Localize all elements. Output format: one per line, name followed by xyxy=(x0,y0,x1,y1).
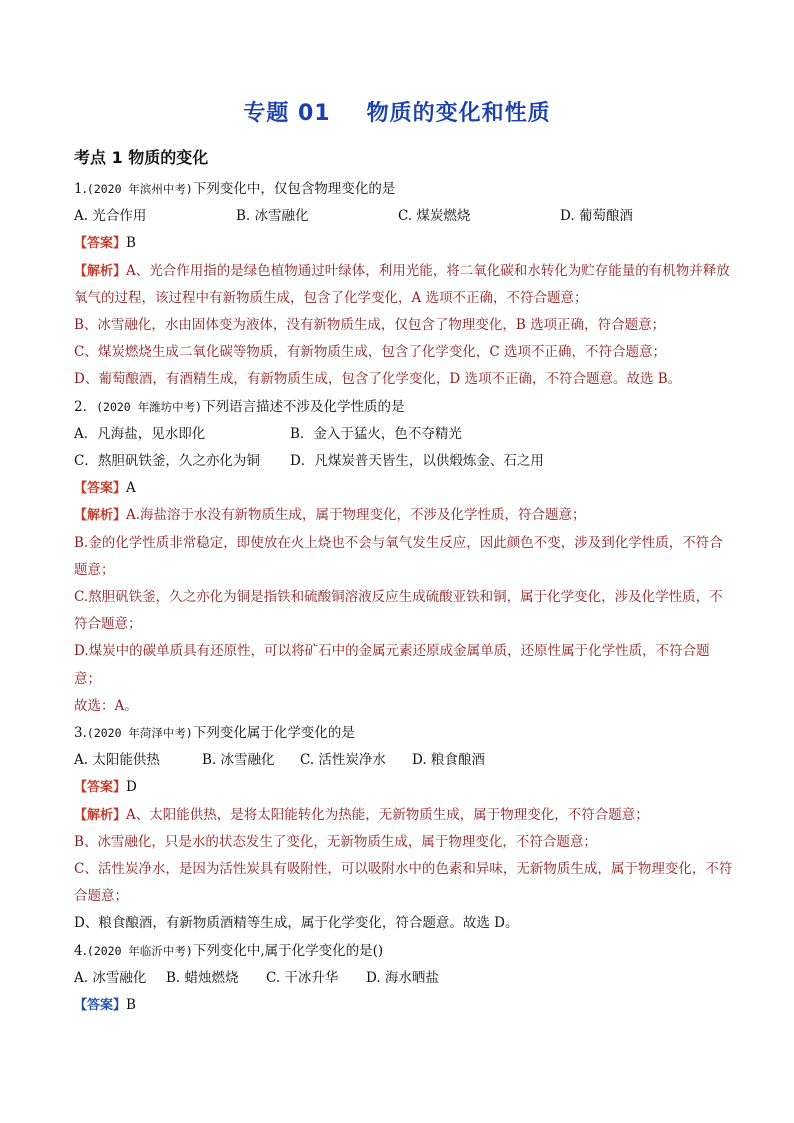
question-text: 下列变化属于化学变化的是 xyxy=(192,724,355,741)
question-2-answer xyxy=(74,475,734,502)
question-3-analysis xyxy=(74,802,734,938)
analysis-label: 【解析】 xyxy=(74,263,127,279)
answer-value: B xyxy=(126,996,136,1013)
option-d: D. 葡萄酿酒 xyxy=(560,208,633,225)
title-topic-number: 专题 01 xyxy=(243,101,331,126)
analysis-paragraph: B.金的化学性质非常稳定，即使放在火上烧也不会与氧气发生反应，因此颜色不变，涉及到化学性质，不符合题意； xyxy=(74,534,723,578)
answer-label: 【答案】 xyxy=(74,481,127,497)
analysis-paragraph: A.海盐溶于水没有新物质生成，属于物理变化，不涉及化学性质，符合题意； xyxy=(126,507,586,524)
question-1-answer xyxy=(74,230,734,257)
question-source: (2020 年滨州中考) xyxy=(86,182,193,196)
question-2-options-row-1 xyxy=(74,421,734,448)
analysis-paragraph: B、冰雪融化，水由固体变为液体，没有新物质生成，仅包含了物理变化，B 选项正确，符合题意； xyxy=(74,316,666,333)
option-a: A．凡海盐，见水即化 xyxy=(74,425,206,442)
answer-value: B xyxy=(126,235,136,252)
question-number: 2． xyxy=(74,398,97,415)
question-number: 1. xyxy=(74,181,87,197)
option-d: D．凡煤炭普天皆生，以供煅炼金、石之用 xyxy=(290,452,544,469)
question-2-stem xyxy=(74,394,734,421)
document-title xyxy=(0,96,794,127)
option-a: A. 光合作用 xyxy=(74,208,147,225)
option-b: B. 蜡烛燃烧 xyxy=(166,969,239,986)
question-4-answer xyxy=(74,992,734,1019)
option-d: D. 海水晒盐 xyxy=(366,969,439,986)
question-3-answer xyxy=(74,774,734,801)
option-d: D. 粮食酿酒 xyxy=(412,752,485,769)
option-b: B. 冰雪融化 xyxy=(202,752,275,769)
option-c: C. 煤炭燃烧 xyxy=(398,208,471,225)
analysis-paragraph: A、光合作用指的是绿色植物通过叶绿体，利用光能，将二氧化碳和水转化为贮存能量的有机物并释放氧气的过程，该过程中有新物质生成，包含了化学变化，A 选项不正确，不符合题意； xyxy=(74,262,730,306)
question-text: 下列变化中，仅包含物理变化的是 xyxy=(192,181,396,197)
analysis-paragraph: B、冰雪融化，只是水的状态发生了变化，无新物质生成，属于物理变化，不符合题意； xyxy=(74,833,597,850)
question-4-stem xyxy=(74,938,734,965)
answer-label: 【答案】 xyxy=(74,780,127,796)
option-b: B．金入于猛火，色不夺精光 xyxy=(290,425,462,442)
analysis-paragraph: D.煤炭中的碳单质具有还原性，可以将矿石中的金属元素还原成金属单质，还原性属于化学性质，不符合题意； xyxy=(74,643,710,687)
analysis-paragraph: C、活性炭净水，是因为活性炭具有吸附性，可以吸附水中的色素和异味，无新物质生成，属于物理变化，不符合题意； xyxy=(74,860,733,905)
analysis-paragraph: D、粮食酿酒，有新物质酒精等生成，属于化学变化，符合题意。故选 D。 xyxy=(74,915,519,932)
option-a: A. 冰雪融化 xyxy=(74,969,147,986)
analysis-paragraph: A、太阳能供热，是将太阳能转化为热能，无新物质生成，属于物理变化，不符合题意； xyxy=(126,806,649,823)
analysis-label: 【解析】 xyxy=(74,508,127,524)
question-source: (2020 年临沂中考) xyxy=(86,943,193,958)
option-b: B. 冰雪融化 xyxy=(236,208,309,225)
question-source: (2020 年潍坊中考) xyxy=(96,399,203,414)
question-3-options xyxy=(74,747,734,774)
analysis-paragraph: C.熬胆矾铁釜，久之亦化为铜是指铁和硫酸铜溶液反应生成硫酸亚铁和铜，属于化学变化，涉及化学性质，不符合题意； xyxy=(74,588,723,633)
answer-label: 【答案】 xyxy=(74,997,127,1013)
question-2-options-row-2 xyxy=(74,448,734,475)
answer-label: 【答案】 xyxy=(74,236,127,252)
question-number: 4. xyxy=(74,942,87,959)
question-3-stem xyxy=(74,720,734,747)
answer-value: D xyxy=(126,779,137,796)
question-number: 3. xyxy=(74,724,87,741)
option-c: C. 干冰升华 xyxy=(266,969,339,986)
option-a: A. 太阳能供热 xyxy=(74,752,160,769)
question-text: 下列变化中,属于化学变化的是() xyxy=(192,942,384,959)
analysis-paragraph: D、葡萄酿酒，有酒精生成，有新物质生成，包含了化学变化，D 选项不正确，不符合题意。故选 B。 xyxy=(74,371,682,388)
title-topic-name: 物质的变化和性质 xyxy=(366,101,551,126)
question-2-analysis xyxy=(74,502,734,720)
analysis-paragraph: C、煤炭燃烧生成二氧化碳等物质，有新物质生成，包含了化学变化，C 选项不正确，不符合题意； xyxy=(74,344,666,361)
analysis-paragraph: 故选：A。 xyxy=(74,697,138,714)
option-c: C．熬胆矾铁釜，久之亦化为铜 xyxy=(74,452,260,469)
question-source: (2020 年菏泽中考) xyxy=(86,725,193,740)
analysis-label: 【解析】 xyxy=(74,807,127,823)
question-4-options xyxy=(74,965,734,992)
answer-value: A xyxy=(126,480,136,497)
option-c: C. 活性炭净水 xyxy=(300,752,386,769)
question-1-stem xyxy=(74,176,734,203)
section-heading: 考点 1 物质的变化 xyxy=(74,148,209,167)
question-text: 下列语言描述不涉及化学性质的是 xyxy=(202,398,405,415)
question-1-options xyxy=(74,203,734,230)
question-list xyxy=(74,176,734,1019)
question-1-analysis xyxy=(74,258,734,394)
